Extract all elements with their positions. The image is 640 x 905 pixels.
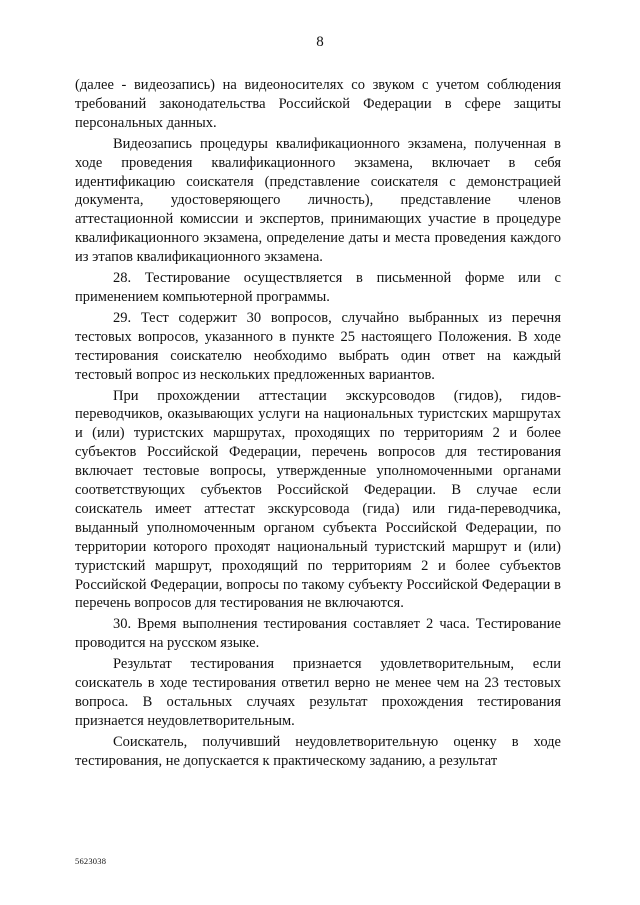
paragraph-videozapis: (далее - видеозапись) на видеоносителях со звуком с учетом соблюдения требований законодательства Российской Федерации в сфере защиты персональных данных. [75, 77, 561, 131]
paragraph-30-time: 30. Время выполнения тестирования составляет 2 часа. Тестирование проводится на русском языке. [75, 616, 561, 652]
paragraph-video-procedure: Видеозапись процедуры квалификационного экзамена, полученная в ходе проведения квалификационного экзамена, включает в себя идентификацию соискателя (представление соискателя с демонстрацией документа, удостоверяющего личность), представление членов аттестационной комиссии и экспертов, принимающих участие в процедуре квалификационного экзамена, определение даты и места проведения каждого из этапов квалификационного экзамена. [75, 135, 561, 266]
paragraph-28-testing-form: 28. Тестирование осуществляется в письменной форме или с применением компьютерной программы. [75, 270, 561, 305]
document-code: 5623038 [75, 856, 107, 866]
page-number: 8 [316, 34, 324, 50]
paragraph-test-result: Результат тестирования признается удовлетворительным, если соискатель в ходе тестирования ответил верно не менее чем на 23 тестовых вопроса. В остальных случаях результат прохождения тестирования признается неудовлетворительным. [75, 656, 561, 729]
document-body [75, 76, 561, 773]
paragraph-unsatisfactory: Соискатель, получивший неудовлетворительную оценку в ходе тестирования, не допускается к практическому заданию, а результат [75, 733, 561, 769]
paragraph-29-test-content: 29. Тест содержит 30 вопросов, случайно выбранных из перечня тестовых вопросов, указанного в пункте 25 настоящего Положения. В ходе тестирования соискателю необходимо выбрать один ответ на каждый тестовый вопрос из нескольких предложенных вариантов. [75, 309, 561, 383]
paragraph-attestation-guides: При прохождении аттестации экскурсоводов (гидов), гидов-переводчиков, оказывающих услуги на национальных туристских маршрутах и (или) туристских маршрутах, проходящих по территориям 2 и более субъектов Российской Федерации, перечень вопросов для тестирования включает тестовые вопросы, утвержденные уполномоченными органами соответствующих субъектов Российской Федерации. В случае если соискатель имеет аттестат экскурсовода (гида) или гида-переводчика, выданный уполномоченным органом субъекта Российской Федерации, по территории которого проходят национальный туристский маршрут и (или) туристский маршрут, проходящий по территориям 2 и более субъектов Российской Федерации, вопросы по такому субъекту Российской Федерации в перечень вопросов для тестирования не включаются. [75, 387, 561, 612]
